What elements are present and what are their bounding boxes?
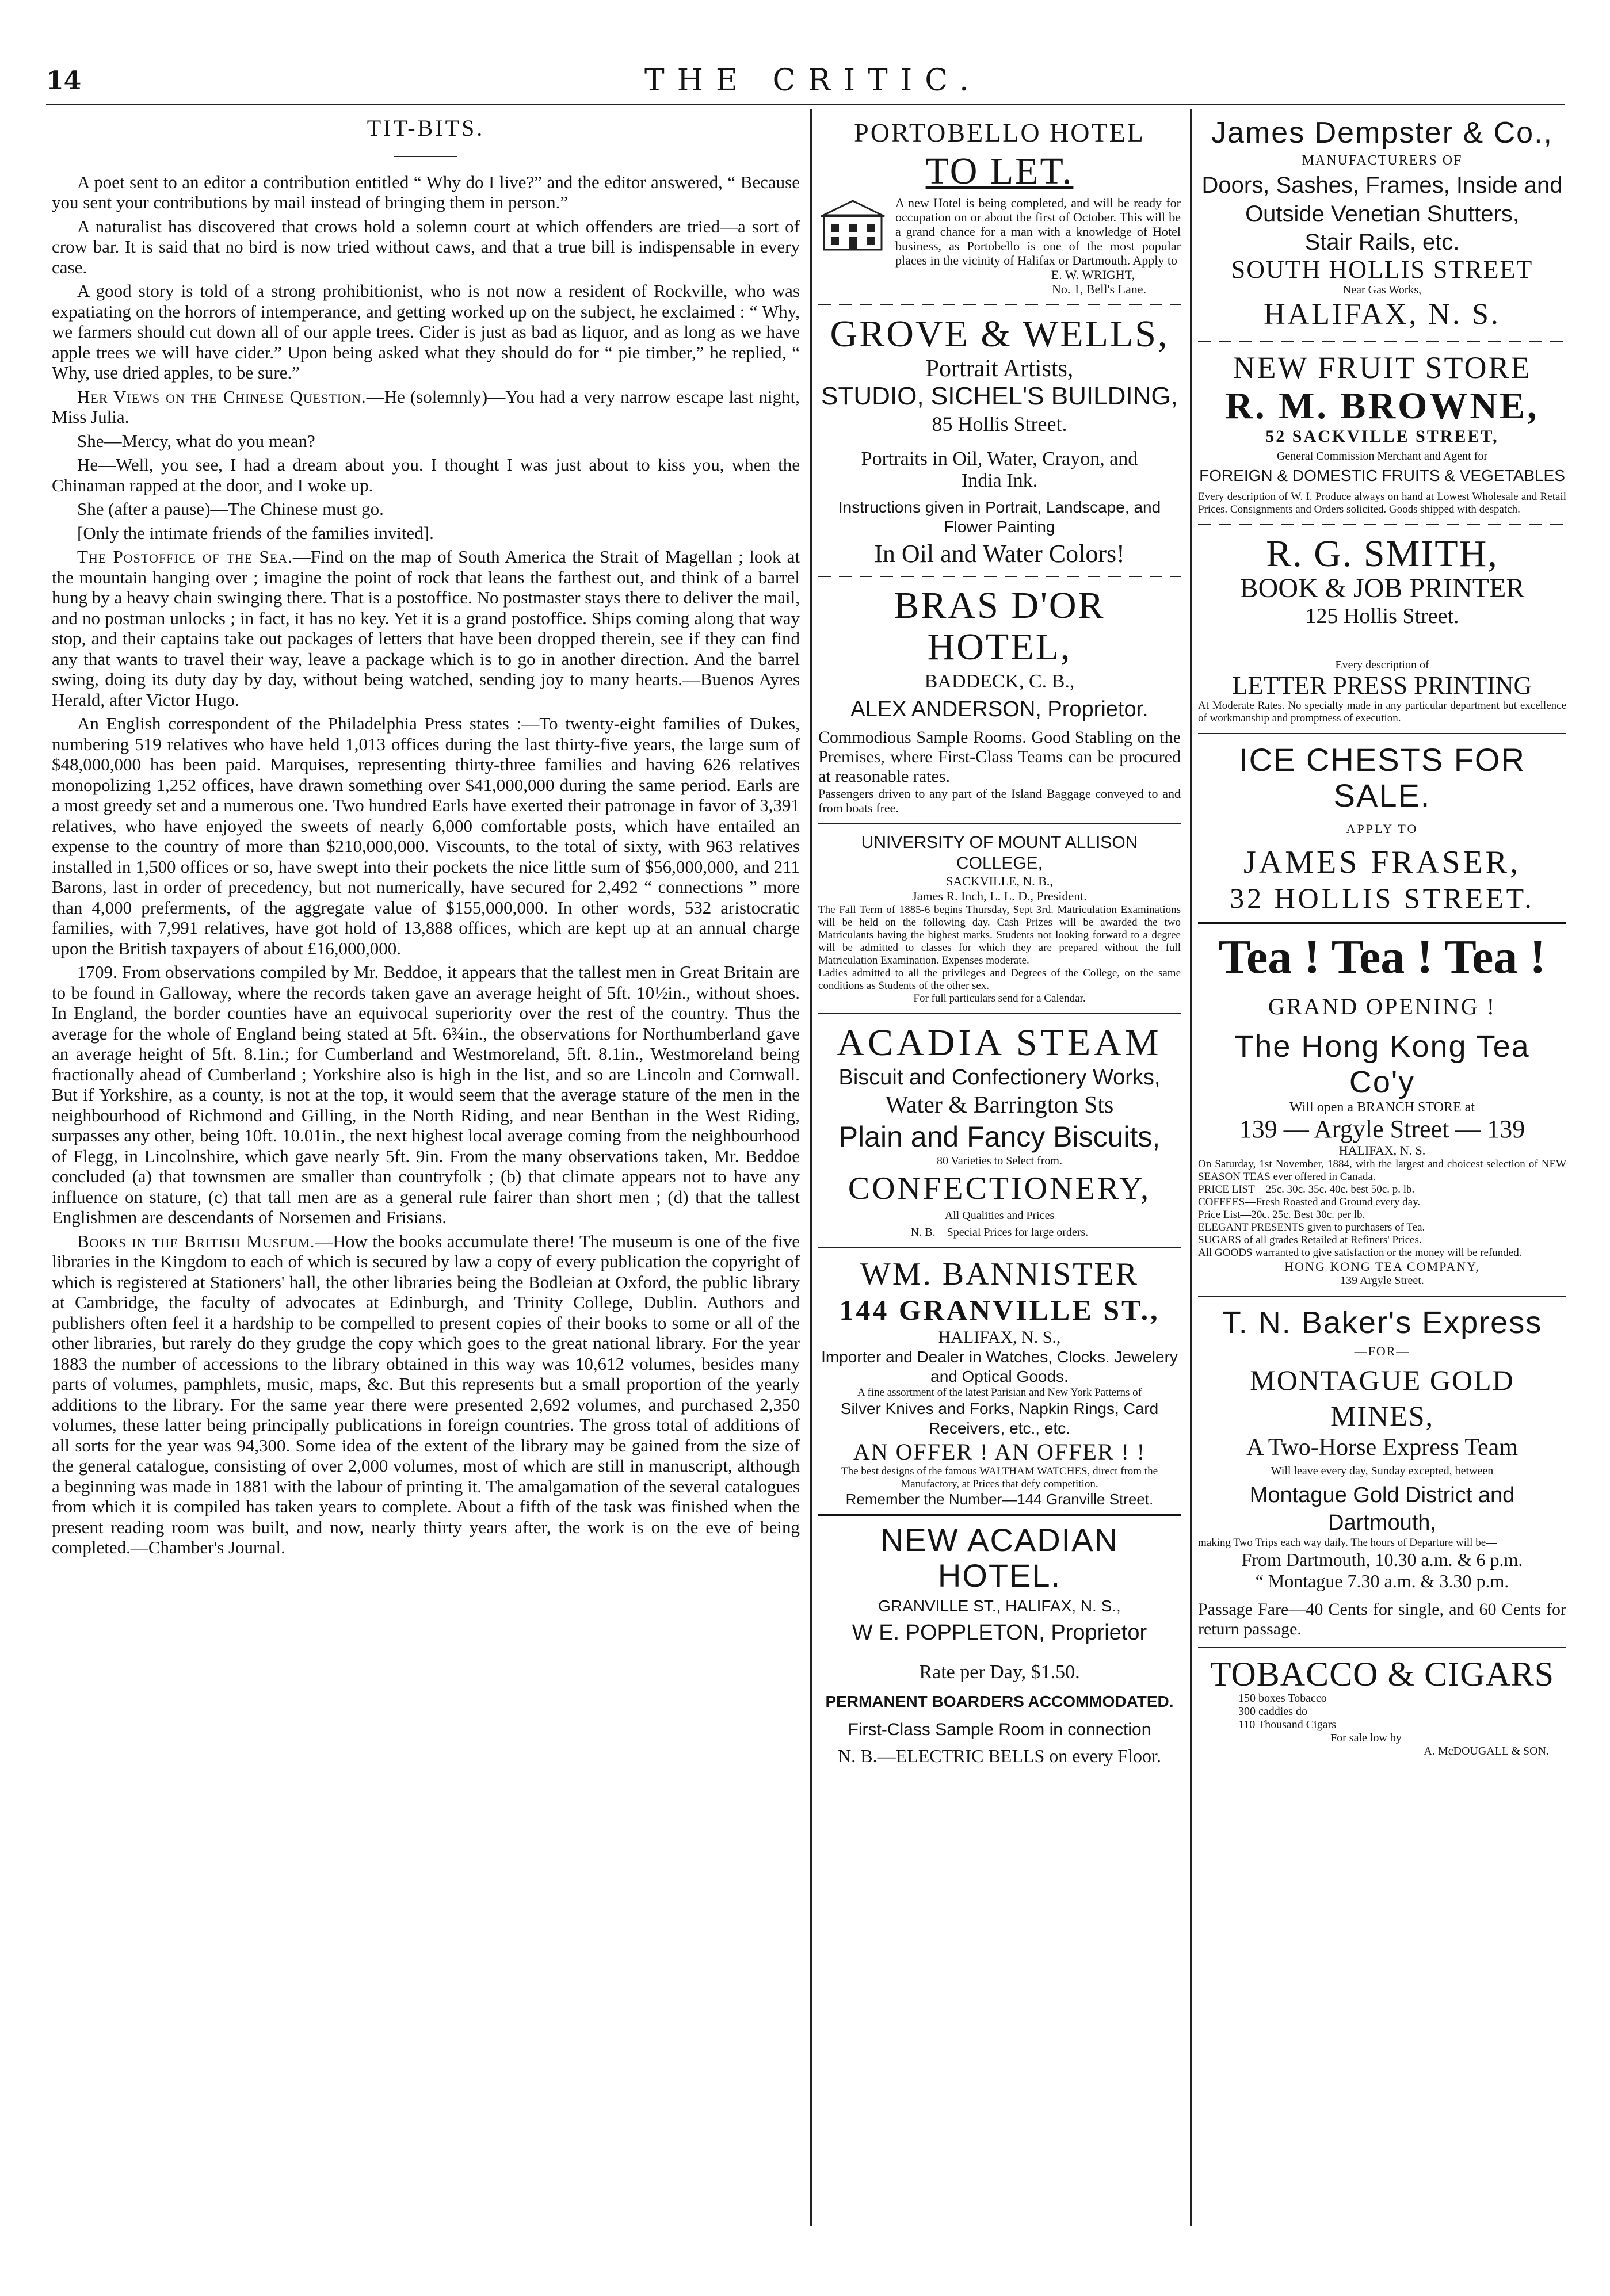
portobello-subtitle: TO LET. — [925, 150, 1074, 192]
tea-sub2: The Hong Kong Tea Co'y — [1234, 1029, 1530, 1099]
baker-sub3: A Two-Horse Express Team — [1246, 1434, 1518, 1461]
grove-title: GROVE & WELLS, — [830, 313, 1169, 355]
ad-james-dempster — [1198, 115, 1566, 333]
tobacco-l2: 300 caddies do — [1238, 1705, 1307, 1718]
bannister-addr: 144 GRANVILLE ST., — [839, 1294, 1160, 1326]
bannister-remember: Remember the Number—144 Granville Street. — [845, 1491, 1154, 1508]
browne-sub2: FOREIGN & DOMESTIC FRUITS & VEGETABLES — [1199, 467, 1565, 484]
browne-title: NEW FRUIT STORE — [1233, 350, 1532, 385]
baker-sub5: Montague Gold District and Dartmouth, — [1249, 1483, 1515, 1535]
ad-bras-dor-hotel — [818, 585, 1181, 815]
paragraph-lead: Books in the British Museum. — [77, 1231, 315, 1251]
brasdor-place: BADDECK, C. B., — [924, 671, 1075, 692]
university-place: SACKVILLE, N. B., — [946, 874, 1053, 888]
grove-sub1: Portrait Artists, — [925, 356, 1074, 382]
baker-sub8: “ Montague 7.30 a.m. & 3.30 p.m. — [1255, 1571, 1509, 1591]
baker-title: T. N. Baker's Express — [1222, 1305, 1543, 1340]
tobacco-l5: A. McDOUGALL & SON. — [1424, 1745, 1549, 1758]
university-title: UNIVERSITY OF MOUNT ALLISON COLLEGE, — [861, 833, 1138, 873]
icechests-title: ICE CHESTS FOR SALE. — [1239, 742, 1525, 813]
brasdor-title: BRAS D'OR HOTEL, — [894, 584, 1105, 668]
masthead: THE CRITIC. — [644, 63, 982, 98]
paragraph-text: A naturalist has discovered that crows hold a solemn court at which offenders are tried—a sort of crow bar. It is said that no bird is now tried without caws, and that a true bill is indispensable in every case. — [52, 216, 800, 277]
separator — [818, 304, 1181, 305]
ad-new-fruit-store — [1198, 350, 1566, 516]
article-paragraph — [52, 547, 800, 710]
acadia-sub1: Biscuit and Confectionery Works, — [838, 1065, 1161, 1090]
acadia-sub6: All Qualities and Prices — [944, 1209, 1055, 1222]
grove-sub5: Instructions given in Portrait, Landscape, and Flower Painting — [838, 498, 1161, 536]
university-cal: For full particulars send for a Calendar. — [913, 992, 1086, 1004]
article-title: TIT-BITS. — [367, 118, 485, 141]
tea-title: Tea ! Tea ! Tea ! — [1218, 930, 1546, 984]
browne-sub1: General Commission Merchant and Agent for — [1276, 450, 1488, 463]
separator — [1198, 1647, 1566, 1648]
baker-sub6: making Two Trips each way daily. The hours of Departure will be— — [1198, 1537, 1497, 1549]
university-body: The Fall Term of 1885-6 begins Thursday, Sept 3rd. Matriculation Examinations will be held on the following day. Cash Prizes will be awarded the two Matriculants having the highest marks. Students not looking forward to a degree will be admitted to classes for which they are prepared without the full Matriculation Examination. Expenses moderate. — [818, 904, 1181, 966]
browne-sub3: Every description of W. I. Produce always on hand at Lowest Wholesale and Retail Prices. Consignments and Orders solicited. Goods shipped with despatch. — [1198, 491, 1566, 515]
tea-sig2: 139 Argyle Street. — [1340, 1274, 1424, 1287]
smith-title: R. G. SMITH, — [1266, 533, 1498, 575]
article-paragraph — [52, 1231, 800, 1558]
tea-sub5: HALIFAX, N. S. — [1338, 1143, 1426, 1157]
dempster-sub4: SOUTH HOLLIS STREET — [1231, 255, 1533, 284]
baker-sub1: —FOR— — [1354, 1344, 1410, 1358]
article-body — [52, 172, 800, 1558]
bannister-sub2: A fine assortment of the latest Parisian and New York Patterns of — [857, 1386, 1142, 1399]
bannister-offer: AN OFFER ! AN OFFER ! ! — [853, 1439, 1146, 1465]
article-paragraph — [52, 713, 800, 958]
newacadian-place: GRANVILLE ST., HALIFAX, N. S., — [878, 1597, 1121, 1615]
browne-addr: 52 SACKVILLE STREET, — [1265, 427, 1499, 446]
paragraph-text: An English correspondent of the Philadelphia Press states :—To twenty-eight families of Dukes, numbering 519 relatives who have held 1,013 offices during the last thirty-five years, the large sum of $48,000,000 has been paid. Marquises, representing thirty-three families and having 626 relatives monopolizing 1,252 offices, have drawn something over $41,000,000 during the same period. Earls are a most greedy set and a numerous one. Two hundred Earls have exerted their patronage in favor of 3,391 relatives, who have enjoyed the sweets of nearly 6,000 comfortable posts, which have entailed an expense to the country of more than $210,000,000. Viscounts, to the total of sixty, with 963 relatives installed in 1,500 offices or so, have swept into their pockets the nice little sum of $56,000,000, and 211 Barons, last in order of precedency, but not numerically, have secured for 2,492 “ connections ” more than 4,000 preferments, of the aggregate value of $155,000,000. In other words, 532 aristocratic families, with 7,991 relatives, have got hold of 13,888 offices, which are kept up at an annual charge upon the British taxpayers of about £16,000,000. — [52, 713, 800, 958]
separator — [818, 576, 1181, 577]
newacadian-bells: N. B.—ELECTRIC BELLS on every Floor. — [838, 1745, 1161, 1766]
ad-grove-wells — [818, 314, 1181, 568]
article-paragraph — [52, 454, 800, 495]
paragraph-text: —How the books accumulate there! The museum is one of the five libraries in the Kingdom to each of which is secured by law a copy of every publication the copyright of which is registered at Stationers' hall, the other libraries being the Bodleian at Oxford, the public library at Cambridge, the faculty of advocates at Edinburgh, and Trinity College, Dublin. Authors and publishers often feel it a hardship to be compelled to present copies of their books to some or all of the other libraries, but rarely do they grudge the copy which goes to the great national library. For the year 1883 the number of accessions to the library obtained in this way was 10,612 volumes, besides many parts of volumes, pamphlets, music, maps, &c. But this represents but a small proportion of the yearly additions to the library. For the same year there were presented 2,692 volumes, and purchased 2,350 volumes, these latter being principally publications in foreign countries. The gross total of additions of all sorts for the year was 94,300. Some idea of the extent of the library may be gained from the size of the general catalogue, consisting of over 2,000 volumes, most of which are still in manuscript, although a beginning was made in 1881 with the labour of printing it. The amalgamation of the several catalogues from which it is compiled has taken years to complete. About a fifth of the task was finished when the present reading room was built, and now, nearly thirty years after, the work is on the eve of being completed.—Chamber's Journal. — [52, 1231, 800, 1557]
acadia-sub3: Plain and Fancy Biscuits, — [838, 1121, 1161, 1153]
university-pres: James R. Inch, L. L. D., President. — [912, 889, 1087, 903]
paragraph-lead: Her Views on the Chinese Question. — [77, 386, 367, 407]
middle-ad-column — [818, 115, 1181, 2238]
ad-rg-smith — [1198, 533, 1566, 725]
separator — [818, 1013, 1181, 1014]
tea-sub3: Will open a BRANCH STORE at — [1289, 1100, 1475, 1115]
right-ad-column — [1198, 115, 1566, 2238]
ad-mount-allison — [818, 832, 1181, 1005]
tea-list-3: Price List—20c. 25c. Best 30c. per lb. — [1198, 1209, 1365, 1221]
grove-sub6: In Oil and Water Colors! — [874, 540, 1125, 568]
brasdor-body: Commodious Sample Rooms. Good Stabling on the Premises, where First-Class Teams can be procured at reasonable rates. — [818, 728, 1181, 786]
article-paragraph — [52, 431, 800, 452]
separator — [1198, 733, 1566, 734]
bannister-place: HALIFAX, N. S., — [938, 1328, 1061, 1347]
newacadian-rate: Rate per Day, $1.50. — [919, 1661, 1080, 1683]
column-rule-1 — [810, 109, 812, 2226]
bannister-offer-body: The best designs of the famous WALTHAM WATCHES, direct from the Manufactory, at Prices that defy competition. — [841, 1465, 1158, 1490]
ad-tea — [1198, 930, 1566, 1288]
portobello-sig2: No. 1, Bell's Lane. — [1051, 282, 1146, 296]
smith-sub1: BOOK & JOB PRINTER — [1239, 573, 1525, 603]
dempster-sub1: MANUFACTURERS OF — [1302, 153, 1463, 168]
baker-sub9: Passage Fare—40 Cents for single, and 60 Cents for return passage. — [1198, 1600, 1566, 1638]
acadia-sub2: Water & Barrington Sts — [885, 1092, 1114, 1118]
tea-list-5: SUGARS of all grades Retailed at Refiners' Prices. — [1198, 1234, 1422, 1246]
title-rule — [394, 156, 457, 157]
tea-sig1: HONG KONG TEA COMPANY, — [1284, 1259, 1480, 1274]
smith-sub2: 125 Hollis Street. — [1305, 604, 1459, 628]
newacadian-sample: First-Class Sample Room in connection — [848, 1720, 1151, 1739]
article-paragraph — [52, 387, 800, 427]
article-paragraph — [52, 523, 800, 544]
smith-sub5: At Moderate Rates. No specialty made in any particular department but excellence of workmanship and promptness of execution. — [1198, 700, 1566, 724]
paragraph-text: He—Well, you see, I had a dream about you. I thought I was just about to kiss you, when the Chinaman rapped at the door, and I woke up. — [52, 454, 800, 495]
acadia-sub7: N. B.—Special Prices for large orders. — [910, 1226, 1089, 1239]
baker-sub7: From Dartmouth, 10.30 a.m. & 6 p.m. — [1241, 1549, 1523, 1570]
acadia-sub5: CONFECTIONERY, — [848, 1171, 1151, 1206]
newacadian-prop: W E. POPPLETON, Proprietor — [852, 1621, 1147, 1645]
dempster-sub6: HALIFAX, N. S. — [1264, 298, 1501, 331]
article-paragraph — [52, 216, 800, 278]
ad-acadia-steam — [818, 1022, 1181, 1239]
dempster-sub3: Stair Rails, etc. — [1304, 230, 1460, 255]
tea-list-4: ELEGANT PRESENTS given to purchasers of Tea. — [1198, 1221, 1425, 1233]
paragraph-lead: The Postoffice of the Sea. — [77, 547, 293, 567]
article-column — [52, 118, 800, 2247]
separator — [1198, 341, 1566, 342]
grove-sub4: Portraits in Oil, Water, Crayon, and India Ink. — [861, 448, 1138, 491]
article-paragraph — [52, 172, 800, 213]
portobello-body: A new Hotel is being completed, and will be ready for occupation on or about the first of October. This will be a grand chance for a man with a knowledge of Hotel business, as Portobello is one of the most popular places in the vicinity of Halifax or Dartmouth. Apply to — [895, 196, 1181, 268]
separator-thick — [818, 1514, 1181, 1516]
university-ladies: Ladies admitted to all the privileges and Degrees of the College, on the same conditions as Students of the other sex. — [818, 967, 1181, 992]
tobacco-title: TOBACCO & CIGARS — [1210, 1655, 1555, 1693]
column-rule-2 — [1190, 109, 1192, 2226]
smith-sub4: LETTER PRESS PRINTING — [1232, 671, 1532, 700]
separator — [818, 1247, 1181, 1248]
ad-ice-chests — [1198, 742, 1566, 916]
grove-sub2: STUDIO, SICHEL'S BUILDING, — [821, 382, 1178, 410]
newacadian-title: NEW ACADIAN HOTEL. — [880, 1522, 1119, 1594]
paragraph-text: —Find on the map of South America the Strait of Magellan ; look at the mountain hanging over ; imagine the point of rock that leans the farthest out, and think of a barrel hung by a heavy chain swinging there. That is a postoffice. No postmaster stays there to deliver the mail, and no postman unlocks ; in fact, it has no key. Yet it is a grand postoffice. Ships coming along that way stop, and their captains take out packages of letters that have been dropped therein, see if they can find any that wants to travel their way, leave a package which is to go in another direction. And the barrel swing, doing its duty day by day, without being watched, sending joy to many hearts.—Buenos Ayres Herald, after Victor Hugo. — [52, 547, 800, 710]
acadia-sub4: 80 Varieties to Select from. — [937, 1155, 1062, 1167]
tea-sub4: 139 — Argyle Street — 139 — [1239, 1115, 1525, 1143]
ad-bannister — [818, 1256, 1181, 1508]
acadia-title: ACADIA STEAM — [837, 1022, 1162, 1064]
ad-portobello-hotel — [818, 115, 1181, 296]
dempster-title: James Dempster & Co., — [1211, 116, 1553, 150]
tobacco-l3: 110 Thousand Cigars — [1238, 1718, 1336, 1731]
browne-name: R. M. BROWNE, — [1225, 385, 1539, 427]
grove-sub3: 85 Hollis Street. — [932, 412, 1067, 435]
paragraph-text: —He (solemnly)—You had a very narrow escape last night, Miss Julia. — [52, 386, 800, 427]
article-paragraph — [52, 962, 800, 1228]
paragraph-text: She—Mercy, what do you mean? — [77, 430, 315, 451]
tea-list-6: All GOODS warranted to give satisfaction or the money will be refunded. — [1198, 1247, 1522, 1259]
article-paragraph — [52, 281, 800, 383]
bannister-title: WM. BANNISTER — [860, 1256, 1139, 1292]
icechests-sub3: 32 HOLLIS STREET. — [1230, 882, 1535, 914]
smith-sub3: Every description of — [1335, 659, 1429, 671]
dempster-sub2: Doors, Sashes, Frames, Inside and Outside Venetian Shutters, — [1201, 173, 1563, 227]
separator — [1198, 1296, 1566, 1297]
brasdor-note: Passengers driven to any part of the Island Baggage conveyed to and from boats free. — [818, 786, 1181, 815]
dempster-sub5: Near Gas Works, — [1342, 284, 1422, 296]
tea-list-1: PRICE LIST—25c. 30c. 35c. 40c. best 50c. p. lb. — [1198, 1183, 1415, 1195]
page-number: 14 — [46, 66, 82, 95]
hotel-icon — [818, 198, 887, 253]
paragraph-text: A poet sent to an editor a contribution entitled “ Why do I live?” and the editor answered, “ Because you sent your contributions by mail instead of bringing them in person.” — [52, 171, 800, 212]
ad-new-acadian-hotel — [818, 1522, 1181, 1767]
ad-tobacco-cigars — [1198, 1656, 1566, 1758]
icechests-sub1: APPLY TO — [1346, 822, 1418, 836]
separator-thick — [1198, 922, 1566, 924]
portobello-sig1: E. W. WRIGHT, — [1051, 268, 1135, 282]
separator — [1198, 524, 1566, 525]
header-rule — [46, 104, 1565, 105]
tobacco-l4: For sale low by — [1330, 1732, 1402, 1744]
paragraph-text: She (after a pause)—The Chinese must go. — [77, 499, 384, 519]
baker-sub4: Will leave every day, Sunday excepted, between — [1271, 1465, 1494, 1477]
brasdor-prop: ALEX ANDERSON, Proprietor. — [850, 697, 1149, 721]
bannister-sub3: Silver Knives and Forks, Napkin Rings, Card Receivers, etc., etc. — [840, 1400, 1159, 1437]
ad-baker-express — [1198, 1305, 1566, 1639]
bannister-sub1: Importer and Dealer in Watches, Clocks. Jewelery and Optical Goods. — [821, 1348, 1178, 1385]
tea-sub1: GRAND OPENING ! — [1268, 994, 1497, 1019]
baker-sub2: MONTAGUE GOLD MINES, — [1250, 1364, 1514, 1432]
tobacco-l1: 150 boxes Tobacco — [1238, 1692, 1327, 1705]
newacadian-perm: PERMANENT BOARDERS ACCOMMODATED. — [825, 1693, 1174, 1710]
portobello-title: PORTOBELLO HOTEL — [854, 118, 1145, 147]
paragraph-text: A good story is told of a strong prohibitionist, who is not now a resident of Rockville, who was expatiating on the horrors of intemperance, and getting worked up on the subject, he exclaimed : “ Why, we farmers should cut down all of our apple trees. Cider is just as bad as liquor, and as long as we have apple trees we will have cider.” Upon being asked what they should do for “ pie timber,” he replied, “ Why, use dried apples, to be sure.” — [52, 281, 800, 383]
icechests-sub2: JAMES FRASER, — [1243, 845, 1521, 880]
paragraph-text: [Only the intimate friends of the families invited]. — [77, 522, 434, 543]
tea-body: On Saturday, 1st November, 1884, with the largest and choicest selection of NEW SEASON TEAS ever offered in Canada. — [1198, 1158, 1566, 1183]
tea-list-2: COFFEES—Fresh Roasted and Ground every day. — [1198, 1196, 1421, 1208]
article-paragraph — [52, 499, 800, 519]
paragraph-text: 1709. From observations compiled by Mr. Beddoe, it appears that the tallest men in Great Britain are to be found in Galloway, where the records taken gave an average height of 5ft. 10½in., without shoes. In England, the border counties have an equivocal superiority over the rest of the country. Thus the average for the whole of England being stated at 5ft. 6¾in., the observations for Northumberland gave an average height of 5ft. 8.1in.; for Cumberland and Westmoreland, 5ft. 8.1in., Westmoreland being fractionally ahead of Cumberland ; Yorkshire also is high in the list, and so are Lincoln and Cornwall. But if Yorkshire, as a county, is not at the top, it would seem that the average stature of the men in the neighbourhood of Richmond and Gilling, in the North Riding, and near Benthan in the West Riding, surpasses any other, being 10ft. 10.01in., the next highest local average coming from the neighbourhood of Flegg, in Lincolnshire, which gave nearly 5ft. 9in. From the many observations taken, Mr. Beddoe concluded (a) that townsmen are smaller than countryfolk ; (b) that climate appears not to have any influence on stature, (c) that tall men are as a general rule fairer than short men ; (d) that the tallest Englishmen are descendants of Norsemen and Frisians. — [52, 962, 800, 1227]
separator — [818, 823, 1181, 824]
